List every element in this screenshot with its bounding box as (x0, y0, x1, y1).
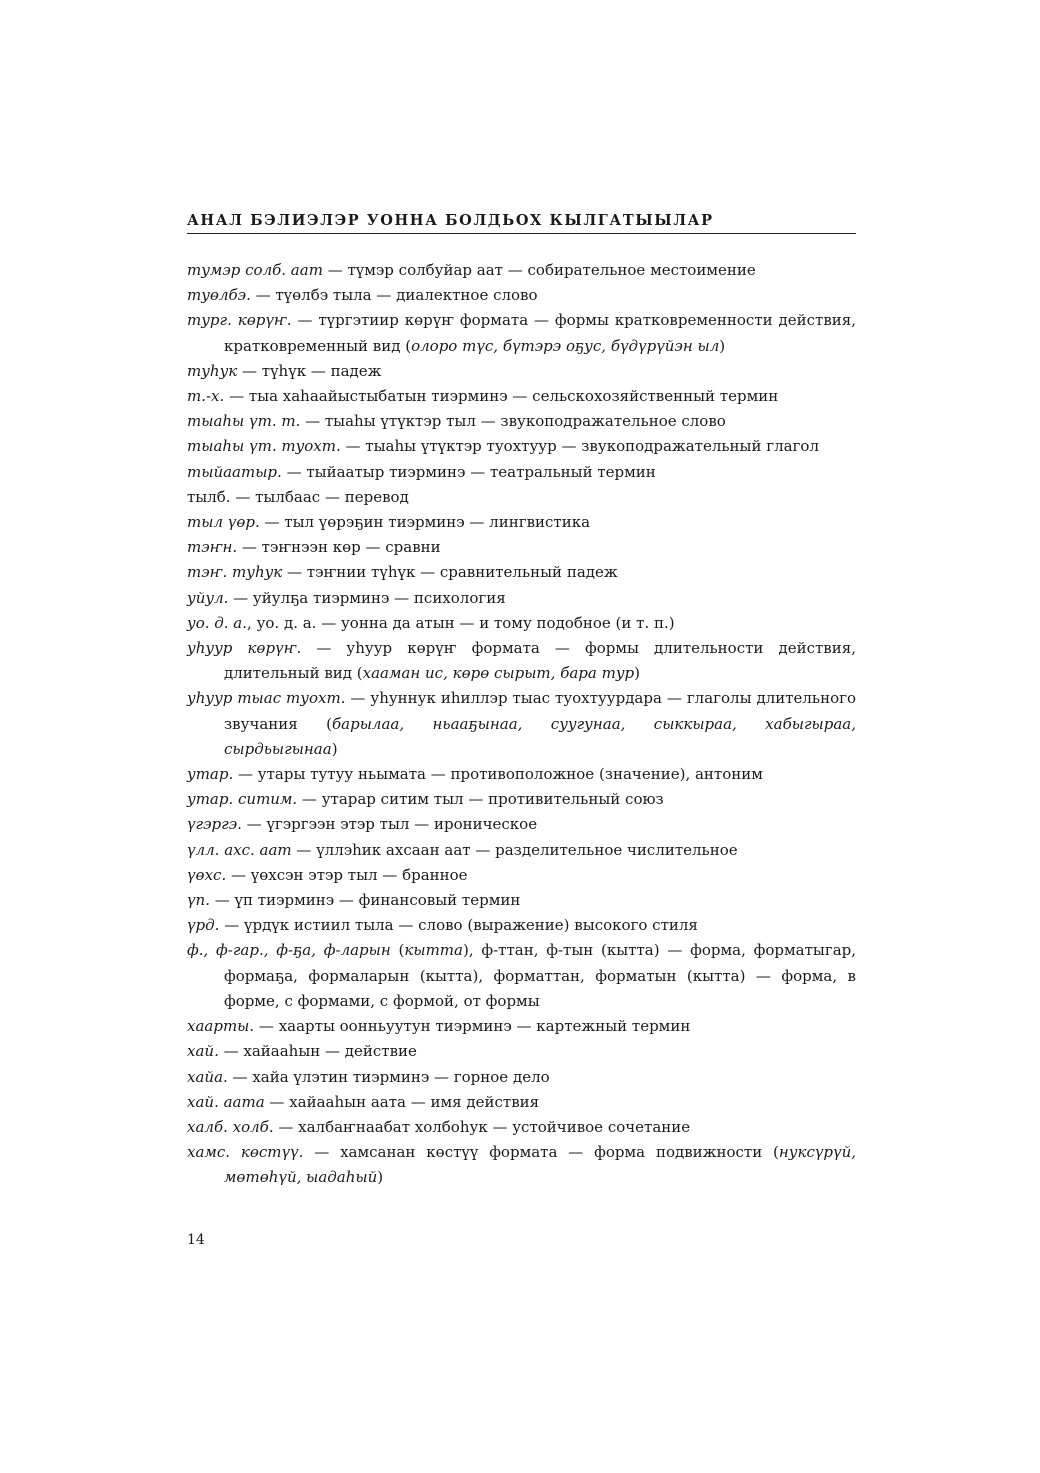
abbreviation-entry (187, 283, 856, 308)
entry-definition: — тыаһы үтүктэр тыл — звукоподражательное слово (300, 412, 726, 431)
abbreviation-entry (187, 1090, 856, 1115)
entry-abbreviation: утар. ситим. (187, 790, 298, 809)
abbreviation-entry (187, 686, 856, 762)
entry-abbreviation: хай. аата (187, 1092, 265, 1111)
entry-definition: — тыйаатыр тиэрминэ — театральный термин (281, 462, 656, 481)
entry-abbreviation: тыл үөр. (187, 513, 260, 532)
abbreviation-entry (187, 586, 856, 611)
abbreviation-entry (187, 535, 856, 560)
abbreviation-entry (187, 938, 856, 1014)
abbreviation-entry (187, 611, 856, 636)
entry-tail: ) (377, 1168, 384, 1187)
running-header: АНАЛ БЭЛИЭЛЭР УОННА БОЛДЬОХ КЫЛГАТЫЫЛАР (187, 212, 856, 234)
entry-definition: — уһуннук иһиллэр тыас туохтуурдара — глаголы длительного звучания ( (224, 689, 857, 733)
entry-example: кытта (404, 941, 463, 960)
abbreviation-entry (187, 434, 856, 459)
entry-abbreviation: туөлбэ. (187, 286, 251, 305)
entry-definition: — хайа үлэтин тиэрминэ — горное дело (227, 1067, 550, 1086)
entry-abbreviation: тург. көрүҥ. (187, 311, 292, 330)
entry-definition: — үрдүк истиил тыла — слово (выражение) высокого стиля (219, 916, 698, 935)
entry-abbreviation: үгэргэ. (187, 815, 242, 834)
entry-definition: , уо. д. а. — уонна да атын — и тому подобное (и т. п.) (247, 613, 675, 632)
abbreviation-entry (187, 258, 856, 283)
entry-abbreviation: хайа. (187, 1067, 228, 1086)
entry-abbreviation: ф., ф-гар., ф-ҕа, ф-ларын (187, 941, 391, 960)
abbreviation-entry (187, 359, 856, 384)
entry-definition: — тыаһы үтүктэр туохтуур — звукоподражательный глагол (340, 437, 819, 456)
abbreviation-entry (187, 460, 856, 485)
entry-definition: — халбаҥнаабат холбоһук — устойчивое сочетание (273, 1117, 691, 1136)
entry-abbreviation: халб. холб. (187, 1117, 274, 1136)
entry-definition: — уһуур көрүҥ формата — формы длительности действия, длительный вид ( (224, 639, 856, 683)
entry-definition: — тэҥнээн көр — сравни (237, 538, 441, 557)
abbreviation-entry (187, 787, 856, 812)
entry-definition: — түмэр солбуйар аат — собирательное местоимение (322, 261, 756, 279)
abbreviation-entry (187, 1014, 856, 1039)
entry-abbreviation: тумэр солб. аат (187, 261, 323, 279)
entry-abbreviation: үрд. (187, 916, 220, 935)
abbreviation-entry (187, 863, 856, 888)
page-number: 14 (187, 1232, 205, 1248)
entry-definition: — уйулҕа тиэрминэ — психология (228, 588, 506, 607)
entry-abbreviation: утар. (187, 765, 234, 784)
entry-definition: — тэҥнии түһүк — сравнительный падеж (282, 563, 618, 582)
entry-example: барылаа, ньааҕынаа, суугунаа, сыккыраа, хабыгыраа, сырдьыгынаа (224, 714, 857, 758)
abbreviation-entry (187, 838, 856, 863)
abbreviation-entry (187, 913, 856, 938)
abbreviation-entry (187, 812, 856, 837)
abbreviation-list (187, 258, 856, 1191)
abbreviation-entry (187, 308, 856, 358)
entry-abbreviation: тыйаатыр. (187, 462, 282, 481)
entry-definition: — үп тиэрминэ — финансовый термин (210, 891, 521, 910)
entry-abbreviation: тыаһы үт. т. (187, 412, 301, 431)
entry-definition: — үгэргээн этэр тыл — ироническое (241, 815, 538, 834)
entry-definition: — түһүк — падеж (237, 361, 382, 380)
entry-tail: ), ф-ттан, ф-тын (кытта) — форма, форматыгар, формаҕа, формаларын (кытта), форматтан, форматын (кытта) — форма, в форме, с формами, с формой, от формы (224, 941, 857, 1010)
entry-abbreviation: хаарты. (187, 1017, 255, 1036)
abbreviation-entry (187, 1140, 856, 1190)
entry-definition: — утарар ситим тыл — противительный союз (297, 790, 664, 809)
abbreviation-entry (187, 560, 856, 585)
entry-definition: — түөлбэ тыла — диалектное слово (250, 286, 538, 305)
entry-abbreviation: үп. (187, 891, 210, 910)
entry-abbreviation: тылб. (187, 487, 231, 506)
abbreviation-entry (187, 1115, 856, 1140)
entry-definition: — түргэтиир көрүҥ формата — формы кратковременности действия, кратковременный вид ( (224, 311, 856, 355)
abbreviation-entry (187, 762, 856, 787)
entry-definition: — хаарты оонньуутун тиэрминэ — картежный термин (254, 1017, 691, 1036)
dictionary-page (187, 200, 856, 1191)
entry-definition: — тыл үөрэҕин тиэрминэ — лингвистика (259, 513, 591, 532)
abbreviation-entry (187, 510, 856, 535)
entry-example: хааман ис, көрө сырыт, бара тур (362, 664, 635, 683)
entry-tail: ) (634, 664, 640, 683)
entry-abbreviation: тыаһы үт. туохт. (187, 437, 341, 456)
abbreviation-entry (187, 1065, 856, 1090)
entry-abbreviation: тэҥн. (187, 538, 238, 557)
entry-abbreviation: туһук (187, 361, 238, 380)
entry-abbreviation: уйул. (187, 588, 229, 607)
entry-example: олоро түс, бүтэрэ оҕус, бүдүрүйэн ыл (411, 336, 720, 355)
entry-definition: — утары тутуу ньымата — противоположное (значение), антоним (233, 765, 763, 784)
entry-definition: — хамсанан көстүү формата — форма подвижности ( (303, 1143, 779, 1162)
entry-definition: — хайааһын — действие (218, 1042, 417, 1061)
entry-tail: ) (719, 336, 726, 355)
abbreviation-entry (187, 636, 856, 686)
entry-definition: — тылбаас — перевод (230, 487, 409, 506)
entry-abbreviation: тэҥ. туһук (187, 563, 283, 582)
entry-definition: — тыа хаһаайыстыбатын тиэрминэ — сельскохозяйственный термин (224, 387, 779, 406)
abbreviation-entry (187, 409, 856, 434)
entry-example: нуксүрүй, мөтөһүй, ыадаһый (224, 1143, 857, 1187)
entry-abbreviation: үлл. ахс. аат (187, 840, 292, 859)
entry-abbreviation: уһуур тыас туохт. (187, 689, 346, 708)
entry-definition: ( (390, 941, 405, 960)
abbreviation-entry (187, 384, 856, 409)
entry-tail: ) (331, 739, 338, 758)
entry-abbreviation: хай. (187, 1042, 219, 1061)
entry-definition: — үллэһик ахсаан аат — разделительное числительное (291, 840, 738, 859)
entry-abbreviation: уһуур көрүҥ. (187, 639, 302, 658)
entry-abbreviation: т.-х. (187, 387, 225, 406)
entry-definition: — үөхсэн этэр тыл — бранное (226, 865, 468, 884)
abbreviation-entry (187, 1039, 856, 1064)
entry-abbreviation: үөхс. (187, 865, 227, 884)
entry-abbreviation: уо. д. а. (187, 613, 248, 632)
abbreviation-entry (187, 888, 856, 913)
abbreviation-entry (187, 485, 856, 510)
entry-abbreviation: хамс. көстүү. (187, 1143, 304, 1162)
entry-definition: — хайааһын аата — имя действия (264, 1092, 540, 1111)
